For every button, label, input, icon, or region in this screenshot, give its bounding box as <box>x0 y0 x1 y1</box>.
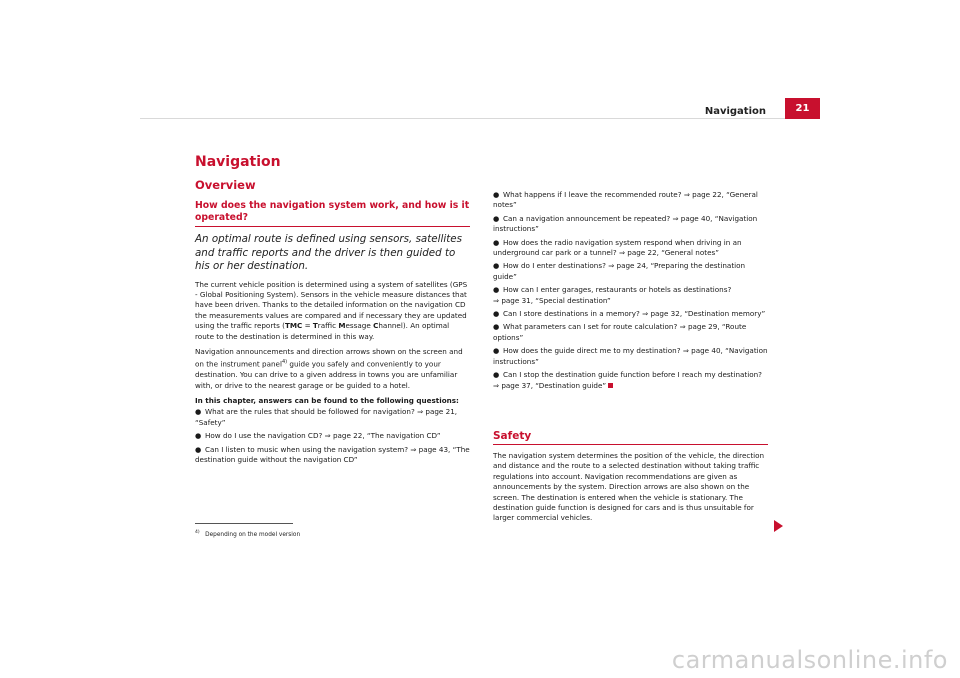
how-paragraph-1: The current vehicle position is determined using a system of satellites (GPS - Global Positioning System). Sensors in the vehicle measure distances that have been driven. Thanks to the detailed information on the navigation CD the measurements values are compared and if necessary they are updated using the traffic reports (TMC = Traffic Message Channel). An optimal route to the destination is determined in this way. <box>195 279 468 341</box>
cross-reference-link[interactable]: page 40, “Navigation instructions” <box>493 213 758 234</box>
questions-list-right <box>493 190 768 391</box>
how-section-lead: An optimal route is defined using sensors, satellites and traffic reports and the driver is then guided to his or her destination. <box>195 233 462 272</box>
cross-reference-link[interactable]: page 32, “Destination memory” <box>650 309 766 319</box>
cross-reference-link[interactable]: page 37, “Destination guide” <box>501 380 607 390</box>
list-item: ● Can a navigation announcement be repeated? ⇒ page 40, “Navigation instructions” <box>493 213 758 234</box>
list-item: ● What parameters can I set for route calculation? ⇒ page 29, “Route options” <box>493 322 747 342</box>
overview-title: Overview <box>195 178 256 192</box>
section-end-marker <box>608 383 613 388</box>
list-item: ● How does the radio navigation system respond when driving in an underground car park or a tunnel? ⇒ page 22, “General notes” <box>493 237 742 258</box>
list-item: ● Can I listen to music when using the navigation system? ⇒ page 43, “The destination guide without the navigation CD” <box>195 444 470 464</box>
questions-list-left <box>195 407 470 465</box>
footnote-rule <box>195 523 293 524</box>
cross-reference-link[interactable]: page 29, “Route options” <box>493 322 747 342</box>
list-item: ● How does the guide direct me to my destination? ⇒ page 40, “Navigation instructions” <box>493 346 768 366</box>
cross-reference-link[interactable]: page 22, “General notes” <box>627 248 719 258</box>
list-item: ● What happens if I leave the recommended route? ⇒ page 22, “General notes” <box>493 190 758 210</box>
continue-arrow-icon <box>774 520 783 532</box>
questions-intro: In this chapter, answers can be found to the following questions: <box>195 395 459 405</box>
list-item: ● How do I enter destinations? ⇒ page 24, “Preparing the destination guide” <box>493 261 746 281</box>
cross-reference-link[interactable]: page 22, “The navigation CD” <box>332 431 441 441</box>
chapter-title: Navigation <box>195 154 281 170</box>
header-rule <box>140 118 820 119</box>
cross-reference-link[interactable]: page 31, “Special destination” <box>501 295 611 305</box>
cross-reference-link[interactable]: page 43, “The destination guide without the navigation CD” <box>195 444 470 464</box>
right-column <box>493 190 768 529</box>
safety-heading: Safety <box>493 430 768 445</box>
page-number-badge: 21 <box>785 98 820 119</box>
how-paragraph-2: Navigation announcements and direction arrows shown on the screen and on the instrument panel$^{4)}$ guide you safely and conveniently to your destination. You can drive to a given address in towns you are unfamiliar with, or drive to the nearest garage or be guided to a hotel. <box>195 346 463 390</box>
list-item: ● Can I store destinations in a memory? ⇒ page 32, “Destination memory” <box>493 309 766 319</box>
cross-reference-link[interactable]: page 24, “Preparing the destination guide” <box>493 261 746 281</box>
running-header-title: Navigation <box>704 106 766 117</box>
cross-reference-link[interactable]: page 21, “Safety” <box>195 407 458 427</box>
list-item: ● What are the rules that should be followed for navigation? ⇒ page 21, “Safety” <box>195 407 458 427</box>
left-column <box>195 150 470 468</box>
list-item: ● How do I use the navigation CD? ⇒ page 22, “The navigation CD” <box>195 431 441 441</box>
list-item: ● How can I enter garages, restaurants or hotels as destinations? ⇒ page 31, “Special destination” <box>493 285 732 305</box>
footnote: $^{4)}$ Depending on the model version <box>195 530 301 538</box>
watermark: carmanualsonline.info <box>671 646 948 674</box>
cross-reference-link[interactable]: page 22, “General notes” <box>493 190 758 210</box>
cross-reference-link[interactable]: page 40, “Navigation instructions” <box>493 346 768 366</box>
list-item: ● Can I stop the destination guide function before I reach my destination? ⇒ page 37, “Destination guide” <box>493 370 763 390</box>
how-section-heading: How does the navigation system work, and how is it operated? <box>195 200 470 227</box>
safety-paragraph: The navigation system determines the position of the vehicle, the direction and distance and the route to a selected destination without taking traffic regulations into account. Navigation recommendations are given as announcements by the system. Direction arrows are also shown on the screen. The destination is entered when the vehicle is stationary. The destination guide function is designed for cars and is thus unsuitable for larger commercial vehicles. <box>493 450 765 523</box>
footnote-ref: 4) <box>281 359 288 366</box>
